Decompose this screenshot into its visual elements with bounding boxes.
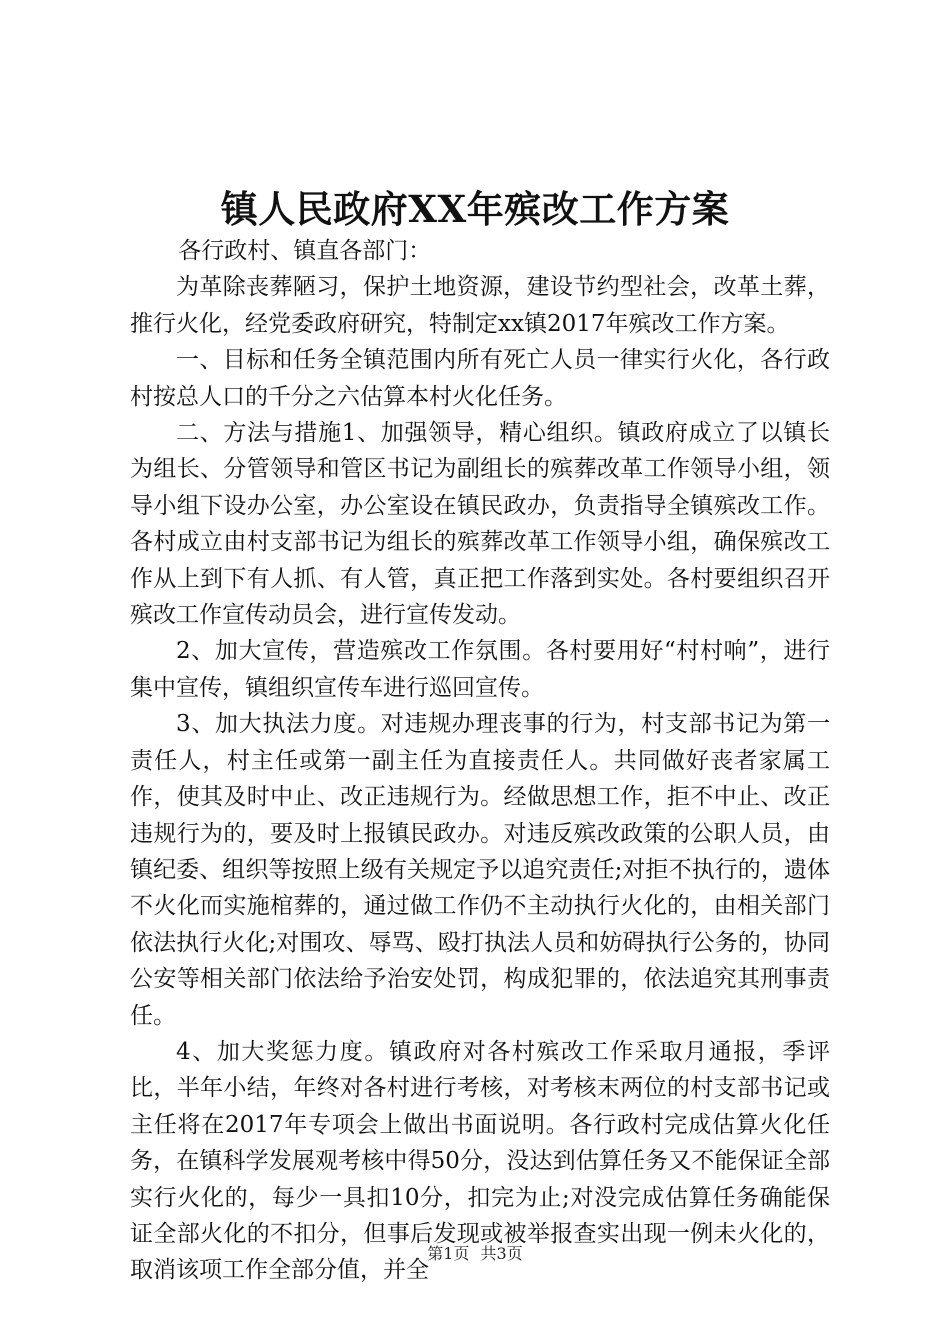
page-footer	[0, 1244, 950, 1264]
paragraph-enforcement: 3、加大执法力度。对违规办理丧事的行为，村支部书记为第一责任人，村主任或第一副主任为直接责任人。共同做好丧者家属工作，使其及时中止、改正违规行为。经做思想工作，拒不中止、改正违规行为的，要及时上报镇民政办。对违反殡改政策的公职人员，由镇纪委、组织等按照上级有关规定予以追究责任;对拒不执行的，遗体不火化而实施棺葬的，通过做工作仍不主动执行火化的，由相关部门依法执行火化;对围攻、辱骂、殴打执法人员和妨碍执行公务的，协同公安等相关部门依法给予治安处罚，构成犯罪的，依法追究其刑事责任。	[130, 711, 830, 1029]
paragraph-rewards: 4、加大奖惩力度。镇政府对各村殡改工作采取月通报，季评比，半年小结，年终对各村进行考核，对考核末两位的村支部书记或主任将在2017年专项会上做出书面说明。各行政村完成估算火化任务，在镇科学发展观考核中得50分，没达到估算任务又不能保证全部实行火化的，每少一具扣10分，扣完为止;对没完成估算任务确能保证全部火化的不扣分，但事后发现或被举报查实出现一例未火化的，取消该项工作全部分值，并全	[130, 1038, 830, 1284]
document-title: 镇人民政府XX年殡改工作方案	[220, 187, 730, 231]
paragraph-intro: 为革除丧葬陋习，保护土地资源，建设节约型社会，改革土葬，推行火化，经党委政府研究，特制定xx镇2017年殡改工作方案。	[130, 274, 830, 337]
paragraph-goals: 一、目标和任务全镇范围内所有死亡人员一律实行火化，各行政村按总人口的千分之六估算本村火化任务。	[130, 347, 830, 410]
paragraph-publicity: 2、加大宣传，营造殡改工作氛围。各村要用好“村村响”，进行集中宣传，镇组织宣传车进行巡回宣传。	[130, 638, 830, 701]
greeting-line: 各行政村、镇直各部门：	[178, 238, 432, 264]
page-number: 第1页	[427, 1244, 470, 1263]
document-body	[130, 233, 830, 1289]
paragraph-methods: 二、方法与措施1、加强领导，精心组织。镇政府成立了以镇长为组长、分管领导和管区书记为副组长的殡葬改革工作领导小组，领导小组下设办公室，办公室设在镇民政办，负责指导全镇殡改工作。各村成立由村支部书记为组长的殡葬改革工作领导小组，确保殡改工作从上到下有人抓、有人管，真正把工作落到实处。各村要组织召开殡改工作宣传动员会，进行宣传发动。	[130, 420, 830, 629]
page-total: 共3页	[480, 1244, 523, 1263]
